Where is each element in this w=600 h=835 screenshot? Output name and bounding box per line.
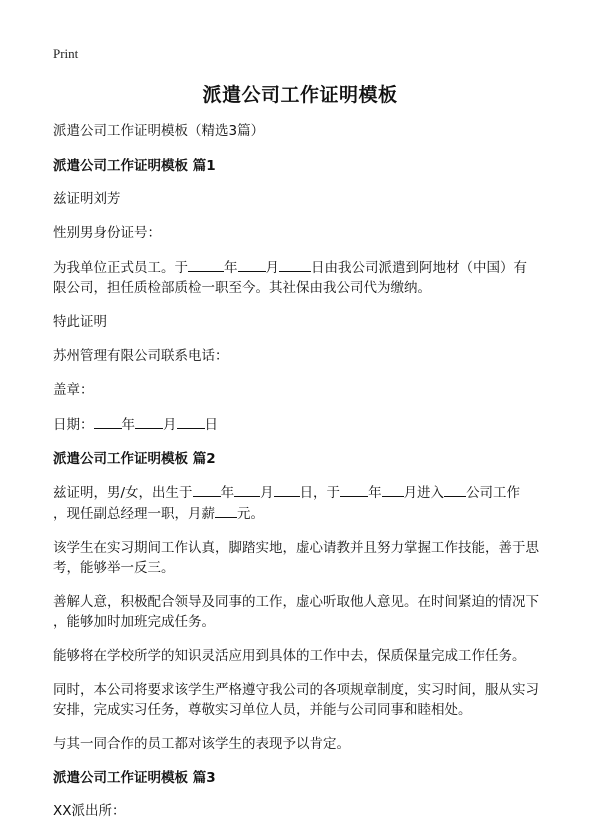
section-1-employment-paragraph bbox=[53, 257, 553, 298]
blank-field bbox=[177, 414, 205, 429]
text-segment: 日 bbox=[204, 417, 218, 433]
text-segment: 日，于 bbox=[299, 485, 341, 501]
section-2-heading: 派遣公司工作证明模板 篇2 bbox=[53, 451, 216, 467]
blank-field bbox=[274, 482, 300, 497]
document-subtitle: 派遣公司工作证明模板（精选3篇） bbox=[53, 123, 265, 139]
section-1-heading: 派遣公司工作证明模板 篇1 bbox=[53, 158, 216, 174]
text-segment: 年 bbox=[224, 260, 238, 276]
text-segment: 考，能够举一反三。 bbox=[53, 560, 175, 576]
text-segment: ，能够加时加班完成任务。 bbox=[53, 614, 215, 630]
blank-field bbox=[238, 257, 266, 272]
document-body bbox=[53, 121, 553, 835]
text-segment: 兹证明，男/女，出生于 bbox=[53, 485, 193, 501]
text-segment: 元。 bbox=[237, 506, 264, 522]
section-2-paragraph-4: 能够将在学校所学的知识灵活应用到具体的工作中去，保质保量完成工作任务。 bbox=[53, 648, 526, 664]
section-2-employment-paragraph bbox=[53, 482, 553, 524]
text-segment: 年 bbox=[368, 485, 382, 501]
text-segment: 为我单位正式员工。于 bbox=[53, 260, 188, 276]
blank-field bbox=[234, 482, 260, 497]
text-segment: 月 bbox=[260, 485, 274, 501]
blank-field bbox=[444, 482, 466, 497]
section-2-paragraph-6: 与其一同合作的员工都对该学生的表现予以肯定。 bbox=[53, 736, 350, 752]
text-segment: 限公司，担任质检部质检一职至今。其社保由我公司代为缴纳。 bbox=[53, 280, 431, 296]
text-segment: 月进入 bbox=[403, 485, 445, 501]
section-2-paragraph-5 bbox=[53, 680, 553, 720]
section-2-paragraph-3 bbox=[53, 592, 553, 632]
section-3-line-1: XX派出所： bbox=[53, 803, 126, 819]
text-segment: 该学生在实习期间工作认真，脚踏实地，虚心请教并且努力掌握工作技能，善于思 bbox=[53, 540, 539, 556]
text-segment: 同时，本公司将要求该学生严格遵守我公司的各项规章制度，实习时间，服从实习 bbox=[53, 682, 539, 698]
text-segment: ，现任副总经理一职，月薪 bbox=[53, 506, 215, 522]
blank-field bbox=[279, 257, 311, 272]
print-label: Print bbox=[53, 46, 79, 61]
blank-field bbox=[135, 414, 163, 429]
text-segment: 年 bbox=[220, 485, 235, 501]
blank-field bbox=[188, 257, 224, 272]
text-segment: 善解人意，积极配合领导及同事的工作，虚心听取他人意见。在时间紧迫的情况下 bbox=[53, 594, 539, 610]
section-1-company-phone: 苏州管理有限公司联系电话： bbox=[53, 348, 229, 364]
blank-field bbox=[382, 482, 404, 497]
section-3-heading: 派遣公司工作证明模板 篇3 bbox=[53, 770, 216, 786]
blank-field bbox=[193, 482, 221, 497]
text-segment: 年 bbox=[121, 417, 135, 433]
section-1-certify-line: 兹证明刘芳 bbox=[53, 191, 121, 207]
text-segment: 公司工作 bbox=[466, 485, 521, 501]
document-title: 派遣公司工作证明模板 bbox=[202, 84, 398, 106]
blank-field bbox=[94, 414, 122, 429]
blank-field bbox=[340, 482, 368, 497]
section-1-date-line bbox=[53, 414, 553, 435]
section-1-special-certify: 特此证明 bbox=[53, 314, 107, 330]
section-1-seal: 盖章： bbox=[53, 382, 94, 398]
section-1-gender-id-line: 性别男身份证号： bbox=[53, 225, 161, 241]
blank-field bbox=[215, 503, 237, 518]
section-2-paragraph-2 bbox=[53, 538, 553, 578]
text-segment: 月 bbox=[163, 417, 177, 433]
text-segment: 日由我公司派遣到阿地材（中国）有 bbox=[311, 260, 527, 276]
text-segment: 日期： bbox=[53, 417, 94, 433]
text-segment: 月 bbox=[265, 260, 279, 276]
text-segment: 安排，完成实习任务，尊敬实习单位人员，并能与公司同事和睦相处。 bbox=[53, 702, 472, 718]
